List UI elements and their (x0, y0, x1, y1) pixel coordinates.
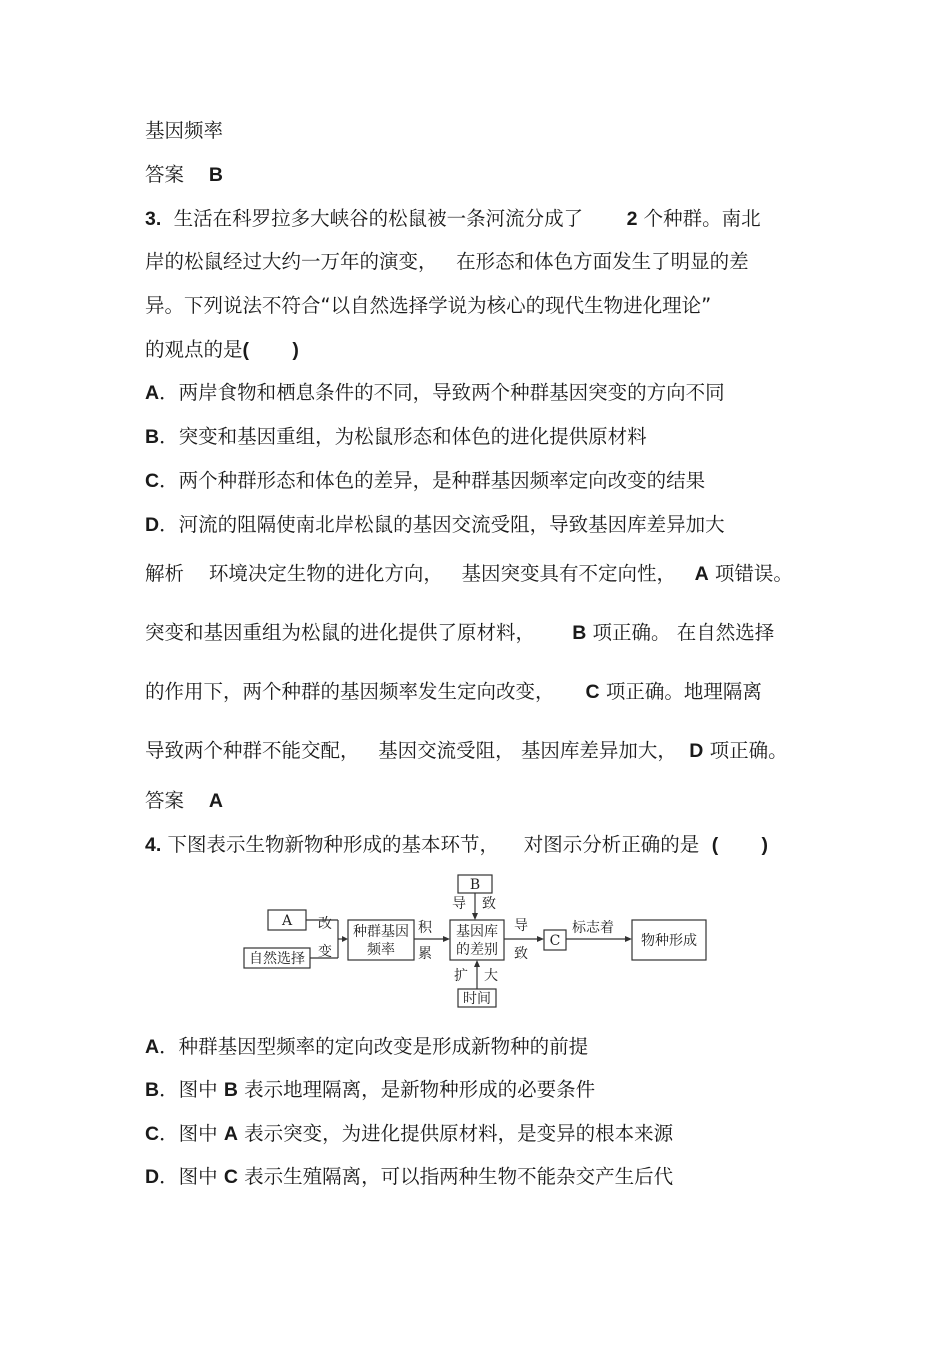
q3-analysis-line-4: 导致两个种群不能交配， 基因交流受阻， 基因库差异加大， D 项正确。 (145, 739, 788, 762)
q3-option-c: C．两个种群形态和体色的差异，是种群基因频率定向改变的结果 (145, 469, 706, 492)
label-lead-top-2: 致 (482, 896, 496, 912)
box-c-label: C (549, 933, 561, 949)
q3-stem-line-3: 异。下列说法不符合“以自然选择学说为核心的现代生物进化理论” (145, 294, 712, 317)
q3-option-a: A．两岸食物和栖息条件的不同，导致两个种群基因突变的方向不同 (145, 381, 725, 404)
label-accumulate-1: 积 (418, 920, 432, 936)
answer-line-q3: 答案 A (145, 789, 223, 812)
label-marks: 标志着 (572, 920, 614, 936)
label-expand-1: 扩 (454, 968, 468, 984)
top-fragment: 基因频率 (145, 119, 224, 142)
q3-analysis-line-2: 突变和基因重组为松鼠的进化提供了原材料， B 项正确。 在自然选择 (145, 621, 775, 644)
q4-option-c: C．图中 A 表示突变，为进化提供原材料，是变异的根本来源 (145, 1122, 674, 1145)
q4-option-d: D．图中 C 表示生殖隔离，可以指两种生物不能杂交产生后代 (145, 1165, 674, 1188)
q3-option-b: B．突变和基因重组，为松鼠形态和体色的进化提供原材料 (145, 425, 647, 448)
q3-stem-line-2: 岸的松鼠经过大约一万年的演变， 在形态和体色方面发生了明显的差 (145, 250, 749, 273)
label-change-2: 变 (318, 944, 332, 960)
box-species-formation-label: 物种形成 (641, 933, 697, 949)
q4-stem: 4. 下图表示生物新物种形成的基本环节， 对图示分析正确的是 ( ) (145, 833, 769, 856)
label-expand-2: 大 (484, 968, 498, 984)
box-b-label: B (469, 877, 481, 893)
label-lead-right-1: 导 (514, 918, 528, 934)
label-change-1: 改 (318, 916, 332, 932)
box-gene-frequency-line-2: 频率 (367, 942, 395, 958)
speciation-flow-diagram (238, 872, 718, 1012)
label-lead-right-2: 致 (514, 946, 528, 962)
box-gene-pool-line-1: 基因库 (456, 924, 498, 940)
box-gene-frequency-line-1: 种群基因 (353, 924, 409, 940)
answer-line-q2: 答案 B (145, 163, 223, 186)
box-natural-selection-label: 自然选择 (249, 951, 305, 967)
label-accumulate-2: 累 (418, 946, 432, 962)
q3-stem-line-1: 3. 生活在科罗拉多大峡谷的松鼠被一条河流分成了 2 个种群。南北 (145, 207, 761, 230)
box-time-label: 时间 (463, 991, 491, 1007)
q3-analysis-line-3: 的作用下，两个种群的基因频率发生定向改变， C 项正确。地理隔离 (145, 680, 762, 703)
q3-analysis-line-1: 解析 环境决定生物的进化方向， 基因突变具有不定向性， A 项错误。 (145, 562, 793, 585)
box-gene-pool-line-2: 的差别 (456, 942, 498, 958)
q4-option-b: B．图中 B 表示地理隔离，是新物种形成的必要条件 (145, 1078, 596, 1101)
q3-stem-line-4: 的观点的是( ) (145, 338, 299, 361)
q4-option-a: A．种群基因型频率的定向改变是形成新物种的前提 (145, 1035, 589, 1058)
label-lead-top-1: 导 (452, 896, 466, 912)
box-a-label: A (281, 913, 293, 929)
q3-option-d: D．河流的阻隔使南北岸松鼠的基因交流受阻，导致基因库差异加大 (145, 513, 725, 536)
